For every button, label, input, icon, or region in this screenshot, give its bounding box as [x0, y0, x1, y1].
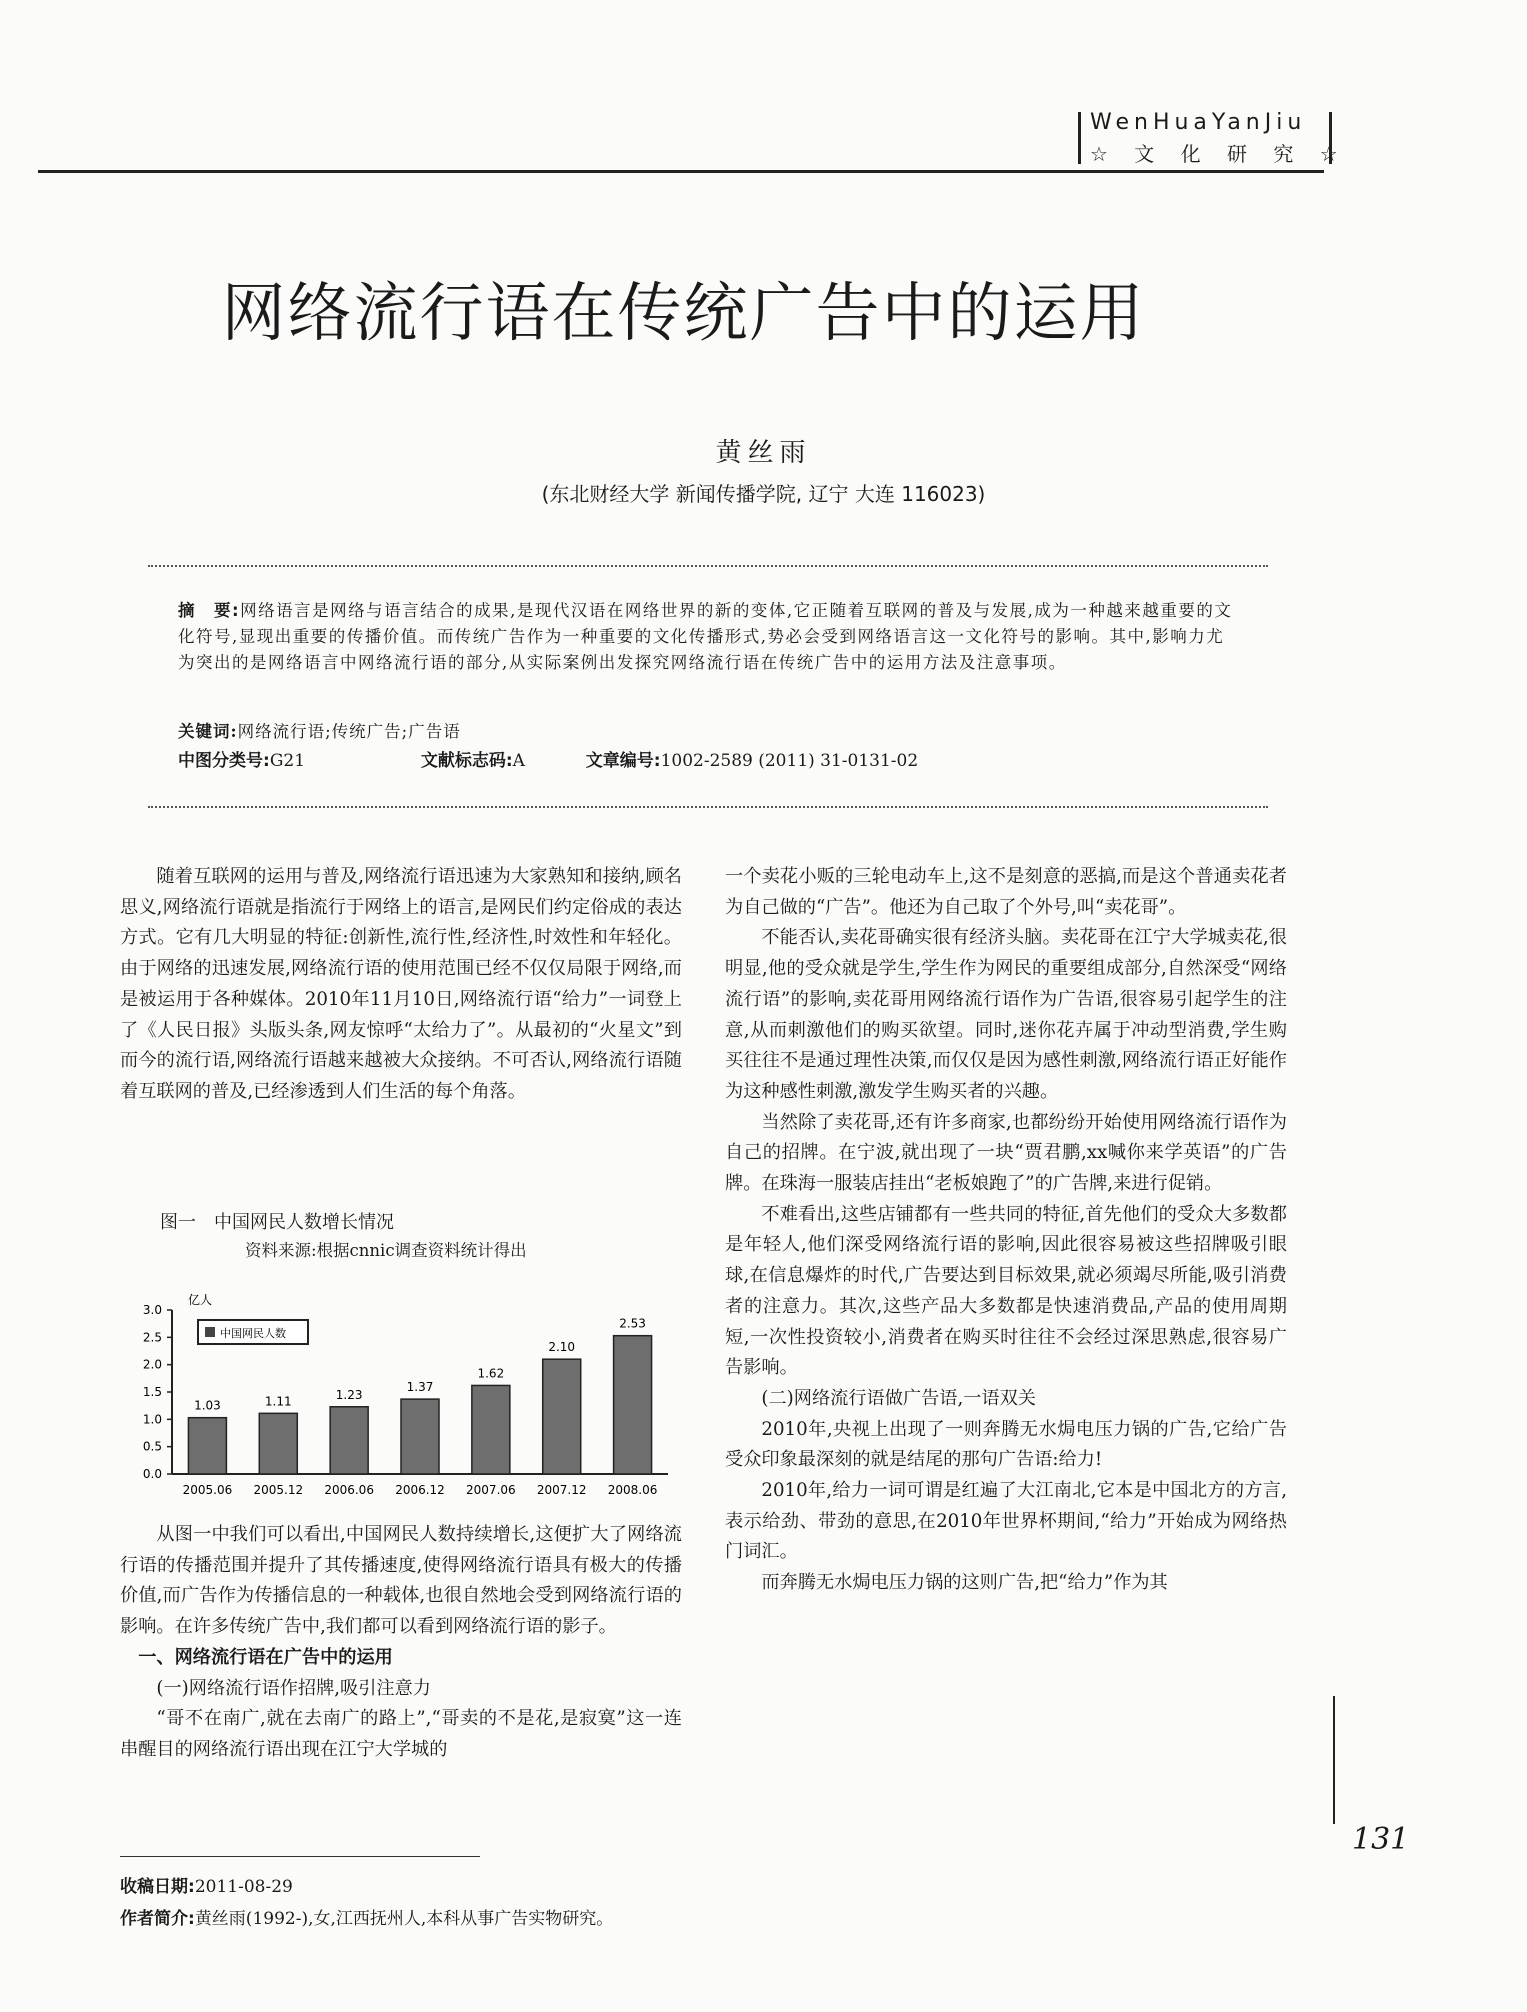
- abstract: [178, 598, 1238, 676]
- bar: [472, 1385, 510, 1474]
- author-name: 黄丝雨: [715, 438, 812, 468]
- paragraph: 不能否认,卖花哥确实很有经济头脑。卖花哥在江宁大学城卖花,很明显,他的受众就是学生,学生作为网民的重要组成部分,自然深受“网络流行语”的影响,卖花哥用网络流行语作为广告语,很容易引起学生的注意,从而刺激他们的购买欲望。同时,迷你花卉属于冲动型消费,学生购买往往不是通过理性决策,而仅仅是因为感性刺激,网络流行语正好能作为这种感性刺激,激发学生购买者的兴趣。: [725, 927, 1287, 1102]
- section-heading: 一、网络流行语在广告中的运用: [138, 1646, 393, 1668]
- bar: [614, 1336, 652, 1474]
- x-tick-label: 2005.12: [253, 1483, 304, 1497]
- paragraph: “哥不在南广,就在去南广的路上”,“哥卖的不是花,是寂寞”这一连串醒目的网络流行语出现在江宁大学城的: [120, 1708, 682, 1760]
- data-label: 1.03: [194, 1398, 221, 1413]
- classification-row: [178, 746, 918, 771]
- figure-caption: 图一 中国网民人数增长情况: [160, 1212, 394, 1233]
- x-tick-label: 2005.06: [182, 1483, 233, 1497]
- article-title: 网络流行语在传统广告中的运用: [221, 277, 1146, 351]
- right-column: [725, 862, 1287, 1599]
- left-column-intro: [120, 862, 682, 1108]
- data-label: 2.10: [548, 1340, 576, 1355]
- y-tick-label: 1.0: [142, 1412, 162, 1427]
- data-label: 2.53: [619, 1316, 646, 1331]
- keywords-label: 关键词:: [178, 722, 238, 741]
- bar: [188, 1418, 226, 1474]
- author-affiliation: (东北财经大学 新闻传播学院, 辽宁 大连 116023): [541, 482, 986, 506]
- paragraph: 当然除了卖花哥,还有许多商家,也都纷纷开始使用网络流行语作为自己的招牌。在宁波,就出现了一块“贾君鹏,xx喊你来学英语”的广告牌。在珠海一服装店挂出“老板娘跑了”的广告牌,来进行促销。: [725, 1111, 1287, 1195]
- received-date: [120, 1872, 293, 1897]
- subsection-heading: (一)网络流行语作招牌,吸引注意力: [156, 1677, 431, 1699]
- article-no-label: 文章编号:: [585, 751, 661, 771]
- abstract-bottom-divider: [148, 806, 1268, 808]
- left-column-body: [120, 1520, 682, 1766]
- x-tick-label: 2006.06: [324, 1483, 374, 1497]
- keywords-text: 网络流行语;传统广告;广告语: [237, 722, 461, 741]
- paragraph: 而奔腾无水焗电压力锅的这则广告,把“给力”作为其: [761, 1572, 1168, 1594]
- bar: [259, 1413, 297, 1474]
- clc-value: G21: [269, 751, 306, 771]
- y-tick-label: 3.0: [142, 1303, 162, 1317]
- x-tick-label: 2007.06: [466, 1483, 516, 1497]
- paragraph: 2010年,央视上出现了一则奔腾无水焗电压力锅的广告,它给广告受众印象最深刻的就是结尾的那句广告语:给力!: [725, 1418, 1287, 1471]
- paragraph: 一个卖花小贩的三轮电动车上,这不是刻意的恶搞,而是这个普通卖花者为自己做的“广告”。他还为自己取了个外号,叫“卖花哥”。: [725, 866, 1287, 918]
- y-tick-label: 0.0: [142, 1467, 162, 1481]
- doc-code-value: A: [512, 751, 525, 771]
- abstract-text: 网络语言是网络与语言结合的成果,是现代汉语在网络世界的新的变体,它正随着互联网的普及与发展,成为一种越来越重要的文化符号,显现出重要的传播价值。而传统广告作为一种重要的文化传播形式,势必会受到网络语言这一文化符号的影响。其中,影响力尤为突出的是网络语言中网络流行语的部分,从实际案例出发探究网络流行语在传统广告中的运用方法及注意事项。: [178, 601, 1233, 672]
- bio-value: 黄丝雨(1992-),女,江西抚州人,本科从事广告实物研究。: [194, 1909, 614, 1929]
- data-label: 1.11: [264, 1394, 292, 1409]
- header-rule: [38, 170, 1324, 173]
- page-number: 131: [1352, 1822, 1410, 1857]
- data-label: 1.62: [477, 1366, 505, 1381]
- bar: [330, 1407, 368, 1474]
- abstract-top-divider: [148, 565, 1268, 567]
- keywords: [178, 718, 461, 742]
- y-tick-label: 2.0: [142, 1357, 162, 1372]
- paragraph: 随着互联网的运用与普及,网络流行语迅速为大家熟知和接纳,顾名思义,网络流行语就是指流行于网络上的语言,是网民们约定俗成的表达方式。它有几大明显的特征:创新性,流行性,经济性,时效性和年轻化。由于网络的迅速发展,网络流行语的使用范围已经不仅仅局限于网络,而是被运用于各种媒体。2010年11月10日,网络流行语“给力”一词登上了《人民日报》头版头条,网友惊呼“太给力了”。从最初的“火星文”到而今的流行语,网络流行语越来越被大众接纳。不可否认,网络流行语随着互联网的普及,已经渗透到人们生活的每个角落。: [120, 866, 682, 1102]
- subsection-heading: (二)网络流行语做广告语,一语双关: [761, 1387, 1036, 1409]
- journal-name-cn: ☆ 文 化 研 究 ☆: [1090, 142, 1348, 166]
- x-tick-label: 2008.06: [607, 1483, 658, 1497]
- bar: [543, 1359, 581, 1474]
- figure-source: 资料来源:根据cnnic调查资料统计得出: [245, 1241, 527, 1260]
- y-axis-unit: 亿人: [188, 1293, 213, 1307]
- data-label: 1.23: [335, 1387, 363, 1402]
- data-label: 1.37: [406, 1380, 434, 1395]
- footnote-rule: [120, 1856, 480, 1857]
- x-tick-label: 2007.12: [536, 1483, 587, 1497]
- journal-name-en: WenHuaYanJiu: [1090, 110, 1307, 135]
- y-tick-label: 2.5: [142, 1330, 162, 1345]
- y-tick-label: 0.5: [142, 1439, 162, 1454]
- paragraph: 从图一中我们可以看出,中国网民人数持续增长,这便扩大了网络流行语的传播范围并提升了其传播速度,使得网络流行语具有极大的传播价值,而广告作为传播信息的一种载体,也很自然地会受到网络流行语的影响。在许多传统广告中,我们都可以看到网络流行语的影子。: [120, 1524, 682, 1638]
- y-tick-label: 1.5: [142, 1385, 162, 1399]
- received-value: 2011-08-29: [194, 1877, 293, 1897]
- legend-swatch: [205, 1327, 215, 1337]
- paragraph: 不难看出,这些店铺都有一些共同的特征,首先他们的受众大多数都是年轻人,他们深受网络流行语的影响,因此很容易被这些招牌吸引眼球,在信息爆炸的时代,广告要达到目标效果,就必须竭尽所能,吸引消费者的注意力。其次,这些产品大多数都是快速消费品,产品的使用周期短,一次性投资较小,消费者在购买时往往不会经过深思熟虑,很容易广告影响。: [725, 1203, 1287, 1379]
- page-number-rule: [1333, 1696, 1335, 1824]
- x-tick-label: 2006.12: [395, 1483, 445, 1497]
- bar-chart: [120, 1290, 680, 1502]
- doc-code-label: 文献标志码:: [420, 751, 513, 771]
- paragraph: 2010年,给力一词可谓是红遍了大江南北,它本是中国北方的方言,表示给劲、带劲的意思,在2010年世界杯期间,“给力”开始成为网络热门词汇。: [725, 1480, 1287, 1563]
- bio-label: 作者简介:: [120, 1909, 195, 1929]
- article-no-value: 1002-2589 (2011) 31-0131-02: [660, 751, 919, 771]
- author-bio: [120, 1904, 613, 1929]
- received-label: 收稿日期:: [120, 1877, 195, 1897]
- legend-label: 中国网民人数: [220, 1327, 286, 1340]
- clc-label: 中图分类号:: [178, 751, 270, 771]
- bar: [401, 1399, 439, 1474]
- abstract-label: 摘 要:: [178, 601, 241, 620]
